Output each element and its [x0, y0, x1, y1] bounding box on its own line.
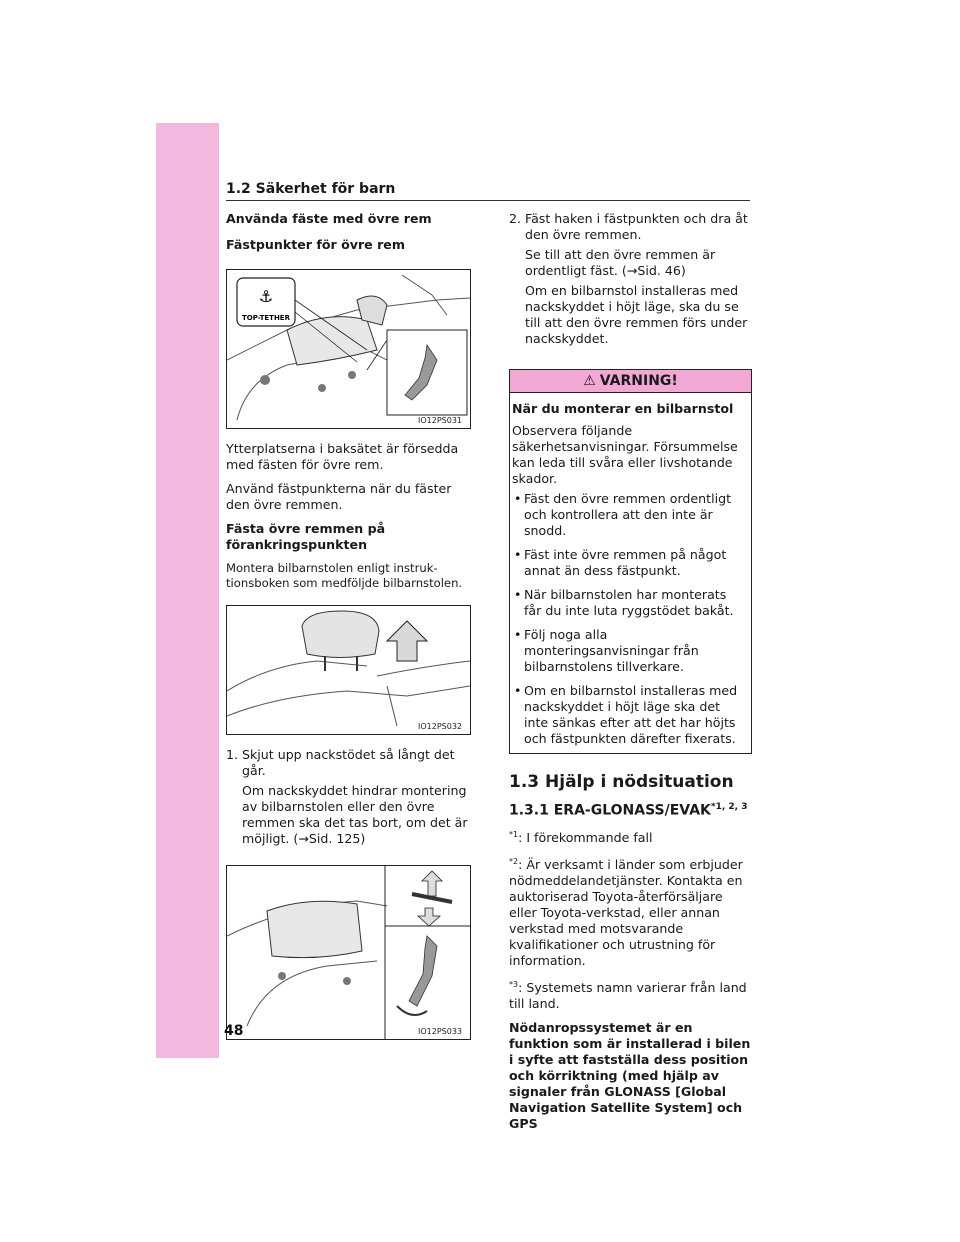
paragraph: Använd fästpunkterna när du fäster den övre remmen.	[226, 481, 452, 512]
footnote-mark: *3	[509, 980, 519, 990]
emergency-description: Nödanropssystemet är en funktion som är installerad i bilen i syfte att fastställa dess position och körriktning (med hjälp av signaler från GLONASS [Global Navigation Satellite System] och GPS	[509, 1020, 751, 1132]
step-subtext: Om nackskyddet hindrar montering av bilbarnstolen eller den övre remmen ska det tas bort, om det är möjligt. (→Sid. 125)	[242, 783, 468, 846]
footnote-mark: *2	[509, 856, 519, 866]
heading-anchor-points: Fästpunkter för övre rem	[226, 237, 405, 252]
list-item: • Om en bilbarnstol installeras med nackskyddet i höjt läge ska det inte sänkas efter att det har höjts och fästpunkten därefter fixerats.	[512, 683, 745, 747]
footnote	[509, 977, 752, 1012]
figure-headrest	[226, 605, 471, 735]
list-item: • Följ noga alla monteringsanvisningar från bilbarnstolens tillverkare.	[512, 627, 745, 675]
footnote	[509, 854, 752, 969]
step-number: 1.	[226, 747, 239, 762]
figure-code: IO12PS032	[417, 722, 462, 731]
list-item: • Fäst den övre remmen ordentligt och kontrollera att den inte är snodd.	[512, 491, 745, 539]
step-subtext: Se till att den övre remmen är ordentligt fäst. (→Sid. 46)	[525, 247, 716, 278]
small-text: Montera bilbarnstolen enligt instruk-tionsboken som medföljde bilbarnstolen.	[226, 561, 463, 590]
heading-text: 1.3.1 ERA-GLONASS/EVAK	[509, 802, 711, 819]
list-item: • När bilbarnstolen har monterats får du inte luta ryggstödet bakåt.	[512, 587, 745, 619]
warning-icon: ⚠	[583, 373, 596, 389]
heading-era-glonass	[509, 802, 752, 819]
step-2	[509, 211, 752, 351]
right-column	[509, 211, 752, 1132]
figure-hook	[226, 865, 471, 1040]
headrest-illustration	[227, 606, 470, 734]
figure-code: IO12PS033	[417, 1027, 462, 1036]
paragraph: Ytterplatserna i baksätet är försedda med fästen för övre rem.	[226, 441, 459, 472]
footnote	[509, 827, 752, 846]
warning-box	[509, 369, 752, 754]
heading-top-tether: Använda fäste med övre rem	[226, 211, 432, 226]
step-subtext: Om en bilbarnstol installeras med nackskyddet i höjt läge, ska du se till att den övre remmen förs under nackskyddet.	[525, 283, 748, 346]
svg-text:⚓: ⚓	[258, 287, 274, 306]
list-item: • Fäst inte övre remmen på något annat än dess fästpunkt.	[512, 547, 745, 579]
step-1	[226, 747, 469, 851]
heading-emergency: 1.3 Hjälp i nödsituation	[509, 772, 734, 792]
warning-header	[510, 370, 751, 393]
heading-superscript: *1, 2, 3	[710, 802, 748, 812]
step-text: Skjut upp nackstödet så långt det går.	[242, 747, 455, 778]
anchor-illustration	[227, 270, 470, 428]
heading-attach-tether: Fästa övre remmen på förankringspunkten	[226, 521, 386, 552]
footnote-text: : I förekommande fall	[518, 829, 653, 845]
warning-subtitle: När du monterar en bilbarnstol	[512, 401, 734, 416]
footnote-mark: *1	[509, 829, 519, 839]
step-text: Fäst haken i fästpunkten och dra åt den övre remmen.	[525, 211, 748, 242]
left-column	[226, 211, 469, 1040]
hook-illustration	[227, 866, 470, 1039]
warning-intro: Observera följande säkerhetsanvisningar. Försummelse kan leda till svåra eller livshotande skador.	[512, 423, 738, 486]
footnote-text: : Är verksamt i länder som erbjuder nödmeddelandetjänster. Kontakta en auktoriserad Toyota-återförsäljare eller Toyota-verkstad, eller annan verkstad med motsvarande kvalifikationer och utrustning för information.	[509, 857, 743, 969]
footnote-text: : Systemets namn varierar från land till land.	[509, 980, 747, 1012]
page-number: 48	[224, 1023, 244, 1039]
top-tether-label: TOP-TETHER	[242, 314, 290, 322]
step-number: 2.	[509, 211, 522, 226]
side-band	[156, 123, 219, 1058]
warning-list	[512, 491, 745, 747]
figure-anchor-points	[226, 269, 471, 429]
warning-title: VARNING!	[599, 373, 678, 389]
section-header: 1.2 Säkerhet för barn	[226, 181, 396, 197]
header-rule	[226, 200, 750, 201]
figure-code: IO12PS031	[417, 416, 462, 425]
